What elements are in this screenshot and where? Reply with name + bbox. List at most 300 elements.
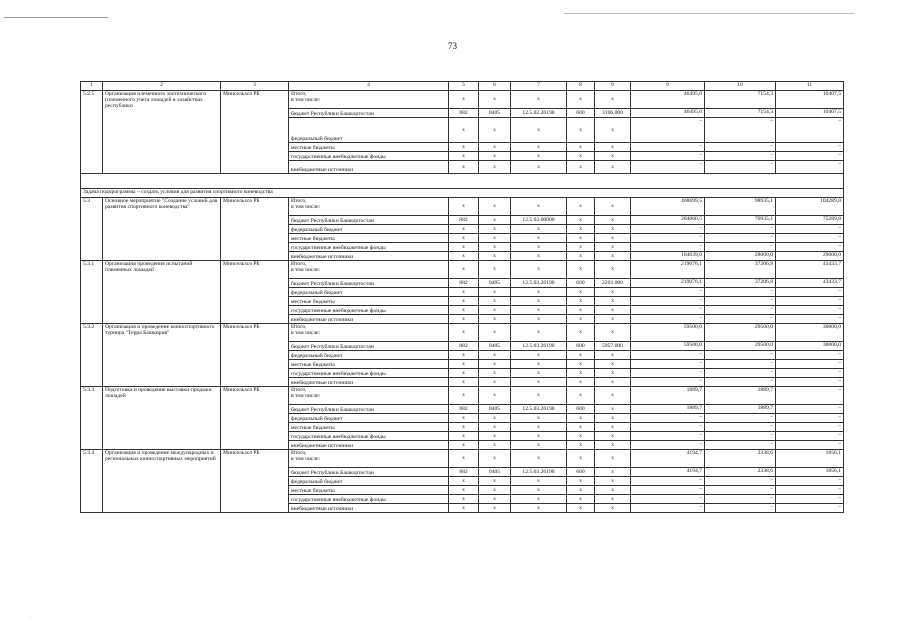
value-cell: 5957.000 bbox=[595, 342, 631, 351]
value-cell: х bbox=[595, 441, 631, 450]
value-cell: х bbox=[595, 152, 631, 161]
value-cell: – bbox=[776, 360, 844, 369]
total-label: Итого, bbox=[291, 387, 307, 393]
value-cell: – bbox=[776, 378, 844, 387]
page-number: 73 bbox=[448, 41, 457, 51]
value-cell: 1889,7 bbox=[705, 387, 776, 405]
value-cell: – bbox=[631, 161, 705, 174]
value-cell: х bbox=[479, 441, 511, 450]
value-cell: – bbox=[776, 504, 844, 513]
value-cell: 600 bbox=[567, 342, 595, 351]
value-cell: х bbox=[479, 423, 511, 432]
value-cell: х bbox=[479, 161, 511, 174]
activity-number: 5.3.4 bbox=[81, 450, 103, 513]
activity-name: Организация и проведение международных и региональных конноспортивных мероприятий bbox=[103, 450, 221, 513]
value-cell: – bbox=[776, 486, 844, 495]
value-cell: х bbox=[449, 161, 479, 174]
value-cell: 882 bbox=[449, 405, 479, 414]
value-cell: х bbox=[567, 369, 595, 378]
funding-source-label: государственные внебюджетные фонды bbox=[289, 243, 449, 252]
value-cell: х bbox=[511, 152, 567, 161]
value-cell: х bbox=[595, 91, 631, 109]
value-cell: 29500,0 bbox=[705, 324, 776, 342]
value-cell: х bbox=[567, 216, 595, 225]
funding-source-label: внебюджетные источники bbox=[289, 504, 449, 513]
value-cell: 43433,7 bbox=[776, 279, 844, 288]
value-cell: – bbox=[705, 486, 776, 495]
value-cell: х bbox=[595, 477, 631, 486]
funding-source-total bbox=[289, 450, 449, 468]
header-number-cell: 9 bbox=[631, 82, 705, 91]
scan-artifact-line bbox=[4, 17, 108, 18]
total-label: Итого, bbox=[291, 91, 307, 97]
value-cell: – bbox=[631, 225, 705, 234]
value-cell: 882 bbox=[449, 468, 479, 477]
value-cell: х bbox=[449, 351, 479, 360]
value-cell: – bbox=[705, 161, 776, 174]
value-cell: х bbox=[595, 261, 631, 279]
value-cell: – bbox=[705, 306, 776, 315]
value-cell: х bbox=[567, 504, 595, 513]
value-cell: 1889,7 bbox=[631, 405, 705, 414]
value-cell: х bbox=[479, 324, 511, 342]
value-cell: – bbox=[705, 118, 776, 143]
value-cell: х bbox=[511, 143, 567, 152]
value-cell: 2338,6 bbox=[705, 468, 776, 477]
value-cell: – bbox=[631, 152, 705, 161]
value-cell: 882 bbox=[449, 109, 479, 118]
funding-source-label: местные бюджеты bbox=[289, 486, 449, 495]
value-cell: 0405 bbox=[479, 279, 511, 288]
value-cell: х bbox=[511, 198, 567, 216]
value-cell: 30000,0 bbox=[776, 342, 844, 351]
value-cell: 59500,0 bbox=[631, 324, 705, 342]
value-cell: – bbox=[776, 152, 844, 161]
value-cell: 284660,5 bbox=[631, 216, 705, 225]
value-cell: х bbox=[511, 486, 567, 495]
value-cell: – bbox=[776, 495, 844, 504]
value-cell: х bbox=[511, 324, 567, 342]
value-cell: х bbox=[449, 297, 479, 306]
value-cell: х bbox=[511, 118, 567, 143]
activity-name: Организация проведения испытаний племенных лошадей bbox=[103, 261, 221, 324]
value-cell: х bbox=[595, 243, 631, 252]
value-cell: 75289,8 bbox=[776, 216, 844, 225]
funding-source-label: внебюджетные источники bbox=[289, 378, 449, 387]
value-cell: 46495,0 bbox=[631, 91, 705, 109]
value-cell: – bbox=[631, 414, 705, 423]
value-cell: х bbox=[479, 288, 511, 297]
value-cell: 468699,5 bbox=[631, 198, 705, 216]
value-cell: х bbox=[449, 315, 479, 324]
value-cell: х bbox=[449, 360, 479, 369]
value-cell: 600 bbox=[567, 279, 595, 288]
value-cell: х bbox=[511, 387, 567, 405]
value-cell: – bbox=[776, 225, 844, 234]
funding-source-label: бюджет Республики Башкортостан bbox=[289, 468, 449, 477]
value-cell: х bbox=[567, 324, 595, 342]
value-cell: х bbox=[449, 477, 479, 486]
value-cell: х bbox=[449, 234, 479, 243]
value-cell: х bbox=[449, 152, 479, 161]
value-cell: 184039,0 bbox=[631, 252, 705, 261]
value-cell: – bbox=[631, 495, 705, 504]
value-cell: х bbox=[567, 91, 595, 109]
value-cell: 12.5.03.00000 bbox=[511, 216, 567, 225]
header-number-cell: 1 bbox=[81, 82, 103, 91]
header-number-cell: 7 bbox=[511, 82, 567, 91]
value-cell: х bbox=[511, 351, 567, 360]
value-cell: – bbox=[705, 152, 776, 161]
value-cell: – bbox=[705, 369, 776, 378]
value-cell: – bbox=[705, 225, 776, 234]
activity-executor: Минсельхоз РБ bbox=[221, 91, 289, 174]
activity-name: Организация племенного зоотехнического (племенного учета лошадей в хозяйствах республики bbox=[103, 91, 221, 174]
value-cell: х bbox=[449, 288, 479, 297]
value-cell: х bbox=[511, 225, 567, 234]
funding-source-label: государственные внебюджетные фонды bbox=[289, 152, 449, 161]
activity-number: 5.3.3 bbox=[81, 387, 103, 450]
header-number-cell: 8 bbox=[567, 82, 595, 91]
value-cell: х bbox=[595, 360, 631, 369]
activity-number: 5.3.1 bbox=[81, 261, 103, 324]
value-cell: х bbox=[567, 378, 595, 387]
value-cell: х bbox=[511, 477, 567, 486]
block-total-row bbox=[81, 198, 844, 216]
value-cell: 600 bbox=[567, 405, 595, 414]
value-cell: х bbox=[567, 288, 595, 297]
value-cell: х bbox=[595, 504, 631, 513]
value-cell: х bbox=[567, 450, 595, 468]
value-cell: х bbox=[479, 351, 511, 360]
value-cell: 46495,0 bbox=[631, 109, 705, 118]
value-cell: х bbox=[449, 324, 479, 342]
funding-source-label: государственные внебюджетные фонды bbox=[289, 369, 449, 378]
total-sub-label: в том числе: bbox=[291, 267, 321, 274]
value-cell: х bbox=[567, 306, 595, 315]
value-cell: 2338,6 bbox=[705, 450, 776, 468]
value-cell: х bbox=[511, 243, 567, 252]
value-cell: – bbox=[631, 315, 705, 324]
value-cell: – bbox=[776, 423, 844, 432]
value-cell: 12.5.02.26190 bbox=[511, 109, 567, 118]
value-cell: х bbox=[567, 161, 595, 174]
value-cell: – bbox=[776, 477, 844, 486]
total-label: Итого, bbox=[291, 324, 307, 330]
value-cell: – bbox=[776, 243, 844, 252]
value-cell: 219076,1 bbox=[631, 261, 705, 279]
value-cell: – bbox=[705, 477, 776, 486]
value-cell: х bbox=[595, 297, 631, 306]
value-cell: – bbox=[705, 495, 776, 504]
value-cell: 30000,0 bbox=[776, 324, 844, 342]
value-cell: х bbox=[511, 450, 567, 468]
value-cell: 43433,7 bbox=[776, 261, 844, 279]
value-cell: х bbox=[479, 495, 511, 504]
value-cell: х bbox=[567, 143, 595, 152]
value-cell: х bbox=[511, 315, 567, 324]
value-cell: х bbox=[511, 252, 567, 261]
activity-number: 5.3 bbox=[81, 198, 103, 261]
value-cell: х bbox=[449, 504, 479, 513]
funding-source-label: федеральный бюджет bbox=[289, 414, 449, 423]
value-cell: х bbox=[511, 378, 567, 387]
value-cell: х bbox=[595, 252, 631, 261]
value-cell: х bbox=[511, 234, 567, 243]
value-cell: – bbox=[631, 477, 705, 486]
activity-number: 5.3.2 bbox=[81, 324, 103, 387]
value-cell: х bbox=[479, 143, 511, 152]
value-cell: – bbox=[776, 143, 844, 152]
task-row bbox=[81, 189, 844, 198]
value-cell: 29500,0 bbox=[705, 342, 776, 351]
value-cell: х bbox=[449, 414, 479, 423]
value-cell: х bbox=[567, 495, 595, 504]
value-cell: – bbox=[705, 143, 776, 152]
value-cell: 98935,1 bbox=[705, 198, 776, 216]
value-cell: х bbox=[595, 432, 631, 441]
value-cell: – bbox=[705, 378, 776, 387]
value-cell: 600 bbox=[567, 109, 595, 118]
value-cell: х bbox=[595, 405, 631, 414]
funding-source-label: местные бюджеты bbox=[289, 143, 449, 152]
funding-source-label: государственные внебюджетные фонды bbox=[289, 495, 449, 504]
value-cell: – bbox=[776, 297, 844, 306]
value-cell: 1889,7 bbox=[705, 405, 776, 414]
value-cell: 4194,7 bbox=[631, 468, 705, 477]
value-cell: – bbox=[776, 161, 844, 174]
value-cell: х bbox=[595, 423, 631, 432]
value-cell: – bbox=[776, 306, 844, 315]
value-cell: х bbox=[511, 288, 567, 297]
value-cell: 1856,1 bbox=[776, 468, 844, 477]
value-cell: 1889,7 bbox=[631, 387, 705, 405]
header-number-cell: 2 bbox=[103, 82, 221, 91]
funding-source-label: федеральный бюджет bbox=[289, 118, 449, 143]
value-cell: х bbox=[449, 450, 479, 468]
value-cell: х bbox=[567, 234, 595, 243]
funding-source-label: государственные внебюджетные фонды bbox=[289, 306, 449, 315]
value-cell: х bbox=[511, 91, 567, 109]
value-cell: – bbox=[705, 423, 776, 432]
value-cell: х bbox=[479, 252, 511, 261]
value-cell: х bbox=[479, 225, 511, 234]
value-cell: – bbox=[776, 387, 844, 405]
value-cell: х bbox=[567, 387, 595, 405]
value-cell: 10407,5 bbox=[776, 109, 844, 118]
value-cell: х bbox=[479, 261, 511, 279]
value-cell: х bbox=[479, 378, 511, 387]
value-cell: х bbox=[449, 225, 479, 234]
value-cell: – bbox=[631, 143, 705, 152]
value-cell: 28000,0 bbox=[705, 252, 776, 261]
value-cell: х bbox=[449, 198, 479, 216]
value-cell: – bbox=[776, 288, 844, 297]
value-cell: – bbox=[776, 441, 844, 450]
value-cell: – bbox=[631, 351, 705, 360]
value-cell: х bbox=[479, 477, 511, 486]
value-cell: х bbox=[479, 414, 511, 423]
value-cell: х bbox=[567, 414, 595, 423]
value-cell: 2203.000 bbox=[595, 279, 631, 288]
value-cell: х bbox=[511, 495, 567, 504]
total-sub-label: в том числе: bbox=[291, 456, 321, 463]
header-number-cell: 10 bbox=[705, 82, 776, 91]
value-cell: х bbox=[567, 423, 595, 432]
value-cell: х bbox=[511, 369, 567, 378]
value-cell: х bbox=[449, 432, 479, 441]
value-cell: 12.5.03.26190 bbox=[511, 342, 567, 351]
value-cell: х bbox=[479, 216, 511, 225]
total-label: Итого, bbox=[291, 450, 307, 456]
value-cell: х bbox=[595, 486, 631, 495]
header-number-cell: 3 bbox=[221, 82, 289, 91]
value-cell: х bbox=[567, 486, 595, 495]
funding-source-total bbox=[289, 261, 449, 279]
value-cell: х bbox=[511, 432, 567, 441]
value-cell: – bbox=[776, 351, 844, 360]
activity-name: Организация и проведение конноспортивного турнира "Терра Башкирия" bbox=[103, 324, 221, 387]
value-cell: 0405 bbox=[479, 405, 511, 414]
funding-source-label: бюджет Республики Башкортостан bbox=[289, 216, 449, 225]
value-cell: – bbox=[705, 351, 776, 360]
block-total-row bbox=[81, 450, 844, 468]
value-cell: х bbox=[595, 387, 631, 405]
value-cell: х bbox=[449, 143, 479, 152]
value-cell: х bbox=[567, 198, 595, 216]
funding-source-label: федеральный бюджет bbox=[289, 477, 449, 486]
funding-source-total bbox=[289, 91, 449, 109]
value-cell: х bbox=[595, 450, 631, 468]
value-cell: 882 bbox=[449, 279, 479, 288]
activity-executor: Минсельхоз РБ bbox=[221, 387, 289, 450]
value-cell: – bbox=[631, 486, 705, 495]
value-cell: х bbox=[479, 315, 511, 324]
value-cell: х bbox=[449, 369, 479, 378]
value-cell: – bbox=[705, 243, 776, 252]
value-cell: – bbox=[705, 288, 776, 297]
value-cell: – bbox=[631, 360, 705, 369]
funding-source-label: местные бюджеты bbox=[289, 423, 449, 432]
scan-artifact-line bbox=[564, 13, 854, 14]
value-cell: 10407,5 bbox=[776, 91, 844, 109]
value-cell: х bbox=[595, 495, 631, 504]
value-cell: 37206,8 bbox=[705, 279, 776, 288]
funding-source-label: бюджет Республики Башкортостан bbox=[289, 405, 449, 414]
value-cell: – bbox=[631, 243, 705, 252]
funding-source-label: бюджет Республики Башкортостан bbox=[289, 279, 449, 288]
value-cell: х bbox=[479, 369, 511, 378]
value-cell: х bbox=[567, 315, 595, 324]
activity-executor: Минсельхоз РБ bbox=[221, 261, 289, 324]
value-cell: 3106.000 bbox=[595, 109, 631, 118]
block-total-row bbox=[81, 387, 844, 405]
value-cell: х bbox=[595, 324, 631, 342]
value-cell: 600 bbox=[567, 468, 595, 477]
value-cell: х bbox=[595, 234, 631, 243]
value-cell: х bbox=[511, 161, 567, 174]
value-cell: 12.5.03.26190 bbox=[511, 279, 567, 288]
value-cell: х bbox=[449, 387, 479, 405]
value-cell: 219076,1 bbox=[631, 279, 705, 288]
spacer-row bbox=[81, 174, 844, 189]
value-cell: – bbox=[705, 360, 776, 369]
value-cell: – bbox=[705, 414, 776, 423]
value-cell: х bbox=[595, 351, 631, 360]
value-cell: х bbox=[449, 423, 479, 432]
value-cell: 7154,3 bbox=[705, 91, 776, 109]
value-cell: – bbox=[776, 369, 844, 378]
spacer-cell bbox=[81, 174, 844, 189]
value-cell: – bbox=[631, 432, 705, 441]
value-cell: – bbox=[631, 297, 705, 306]
value-cell: – bbox=[631, 306, 705, 315]
activity-executor: Минсельхоз РБ bbox=[221, 324, 289, 387]
value-cell: х bbox=[479, 91, 511, 109]
budget-table bbox=[80, 81, 844, 513]
funding-source-label: внебюджетные источники bbox=[289, 161, 449, 174]
value-cell: х bbox=[567, 432, 595, 441]
value-cell: х bbox=[567, 225, 595, 234]
value-cell: х bbox=[479, 118, 511, 143]
total-label: Итого, bbox=[291, 198, 307, 204]
block-total-row bbox=[81, 91, 844, 109]
value-cell: – bbox=[631, 118, 705, 143]
value-cell: 59500,0 bbox=[631, 342, 705, 351]
block-total-row bbox=[81, 324, 844, 342]
value-cell: – bbox=[705, 432, 776, 441]
value-cell: – bbox=[776, 405, 844, 414]
value-cell: – bbox=[631, 504, 705, 513]
value-cell: – bbox=[776, 118, 844, 143]
value-cell: х bbox=[595, 414, 631, 423]
value-cell: х bbox=[479, 450, 511, 468]
value-cell: 37206,8 bbox=[705, 261, 776, 279]
value-cell: – bbox=[705, 441, 776, 450]
total-sub-label: в том числе: bbox=[291, 330, 321, 337]
funding-source-label: местные бюджеты bbox=[289, 234, 449, 243]
header-number-cell: 9 bbox=[595, 82, 631, 91]
value-cell: х bbox=[595, 288, 631, 297]
funding-source-label: внебюджетные источники bbox=[289, 441, 449, 450]
value-cell: 1856,1 bbox=[776, 450, 844, 468]
value-cell: х bbox=[595, 161, 631, 174]
header-number-cell: 5 bbox=[449, 82, 479, 91]
value-cell: 70935,1 bbox=[705, 216, 776, 225]
value-cell: х bbox=[511, 504, 567, 513]
value-cell: х bbox=[511, 441, 567, 450]
value-cell: х bbox=[511, 423, 567, 432]
value-cell: х bbox=[479, 387, 511, 405]
value-cell: х bbox=[449, 378, 479, 387]
total-sub-label: в том числе: bbox=[291, 393, 321, 400]
value-cell: х bbox=[595, 369, 631, 378]
value-cell: х bbox=[449, 243, 479, 252]
value-cell: х bbox=[449, 486, 479, 495]
value-cell: 882 bbox=[449, 342, 479, 351]
value-cell: х bbox=[567, 441, 595, 450]
value-cell: – bbox=[631, 423, 705, 432]
value-cell: х bbox=[511, 261, 567, 279]
activity-name: Основное мероприятие "Создание условий для развития спортивного коневодства" bbox=[103, 198, 221, 261]
value-cell: х bbox=[567, 252, 595, 261]
value-cell: – bbox=[776, 234, 844, 243]
value-cell: х bbox=[567, 477, 595, 486]
value-cell: – bbox=[631, 441, 705, 450]
value-cell: х bbox=[595, 306, 631, 315]
value-cell: – bbox=[776, 432, 844, 441]
value-cell: х bbox=[479, 306, 511, 315]
